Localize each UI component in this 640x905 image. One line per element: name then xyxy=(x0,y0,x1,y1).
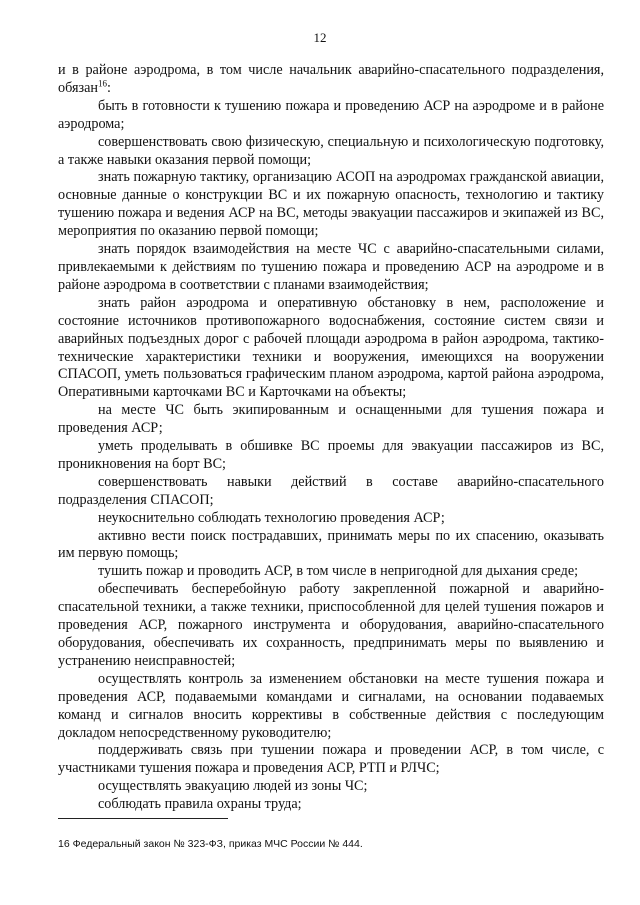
duty-item: осуществлять контроль за изменением обстановки на месте тушения пожара и проведения АСР, подаваемыми командами и сигналами, на основании подаваемых команд и сигналов вносить коррективы в собственные действия с последующим докладом непосредственному руководителю; xyxy=(58,670,604,741)
duty-item: активно вести поиск пострадавших, принимать меры по их спасению, оказывать им первую помощь; xyxy=(58,527,604,562)
intro-paragraph xyxy=(58,62,604,98)
footnote-divider xyxy=(58,818,228,819)
footnote-reference: 16 xyxy=(97,78,107,89)
duty-item: совершенствовать навыки действий в составе аварийно-спасательного подразделения СПАСОП; xyxy=(58,473,604,508)
duty-item: быть в готовности к тушению пожара и проведению АСР на аэродроме и в районе аэродрома; xyxy=(58,97,604,132)
duty-item: поддерживать связь при тушении пожара и проведении АСР, в том числе, с участниками тушения пожара и проведения АСР, РТП и РЛЧС; xyxy=(58,742,604,777)
duty-item: знать порядок взаимодействия на месте ЧС с аварийно-спасательными силами, привлекаемыми к действиям по тушению пожара и проведению АСР на аэродроме и в районе аэродрома в соответствии с планами взаимодействия; xyxy=(58,241,604,293)
page-number: 12 xyxy=(313,30,327,45)
duty-item: знать пожарную тактику, организацию АСОП на аэродромах гражданской авиации, основные данные о конструкции ВС и их пожарную опасность, технологию и тактику тушению пожара и ведения АСР на ВС, методы эвакуации пассажиров и экипажей из ВС, мероприятия по оказанию первой помощи; xyxy=(58,169,604,240)
intro-text: и в районе аэродрома, в том числе начальник аварийно-спасательного подразделения, обязан xyxy=(58,62,604,96)
duty-item: на месте ЧС быть экипированным и оснащенными для тушения пожара и проведения АСР; xyxy=(58,402,604,437)
footnote-text: 16 Федеральный закон № 323-ФЗ, приказ МЧС России № 444. xyxy=(58,838,363,850)
duty-item: неукоснительно соблюдать технологию проведения АСР; xyxy=(98,509,445,526)
duty-item: знать район аэродрома и оперативную обстановку в нем, расположение и состояние источников противопожарного водоснабжения, состояние систем связи и аварийных подъездных дорог с рабочей площади аэродрома в район аэродрома, тактико-технические характеристики техники и вооружения, имеющихся на вооружении СПАСОП, уметь пользоваться графическим планом аэродрома, картой района аэродрома, Оперативными карточками ВС и Карточками на объекты; xyxy=(58,294,604,401)
duty-item: соблюдать правила охраны труда; xyxy=(98,796,302,813)
duty-item: совершенствовать свою физическую, специальную и психологическую подготовку, а также навыки оказания первой помощи; xyxy=(58,133,604,168)
body-text xyxy=(58,62,604,814)
duty-item: уметь проделывать в обшивке ВС проемы для эвакуации пассажиров из ВС, проникновения на борт ВС; xyxy=(58,438,604,472)
duty-item: осуществлять эвакуацию людей из зоны ЧС; xyxy=(98,778,368,795)
intro-colon: : xyxy=(106,79,111,96)
duty-item: тушить пожар и проводить АСР, в том числе в непригодной для дыхания среде; xyxy=(98,563,579,580)
duty-item: обеспечивать бесперебойную работу закрепленной пожарной и аварийно-спасательной техники, а также техники, приспособленной для целей тушения пожаров и проведения АСР, пожарного инструмента и оборудования, аварийно-спасательного оборудования, обеспечивать их сохранность, предпринимать меры по выявлению и устранению неисправностей; xyxy=(58,581,604,669)
